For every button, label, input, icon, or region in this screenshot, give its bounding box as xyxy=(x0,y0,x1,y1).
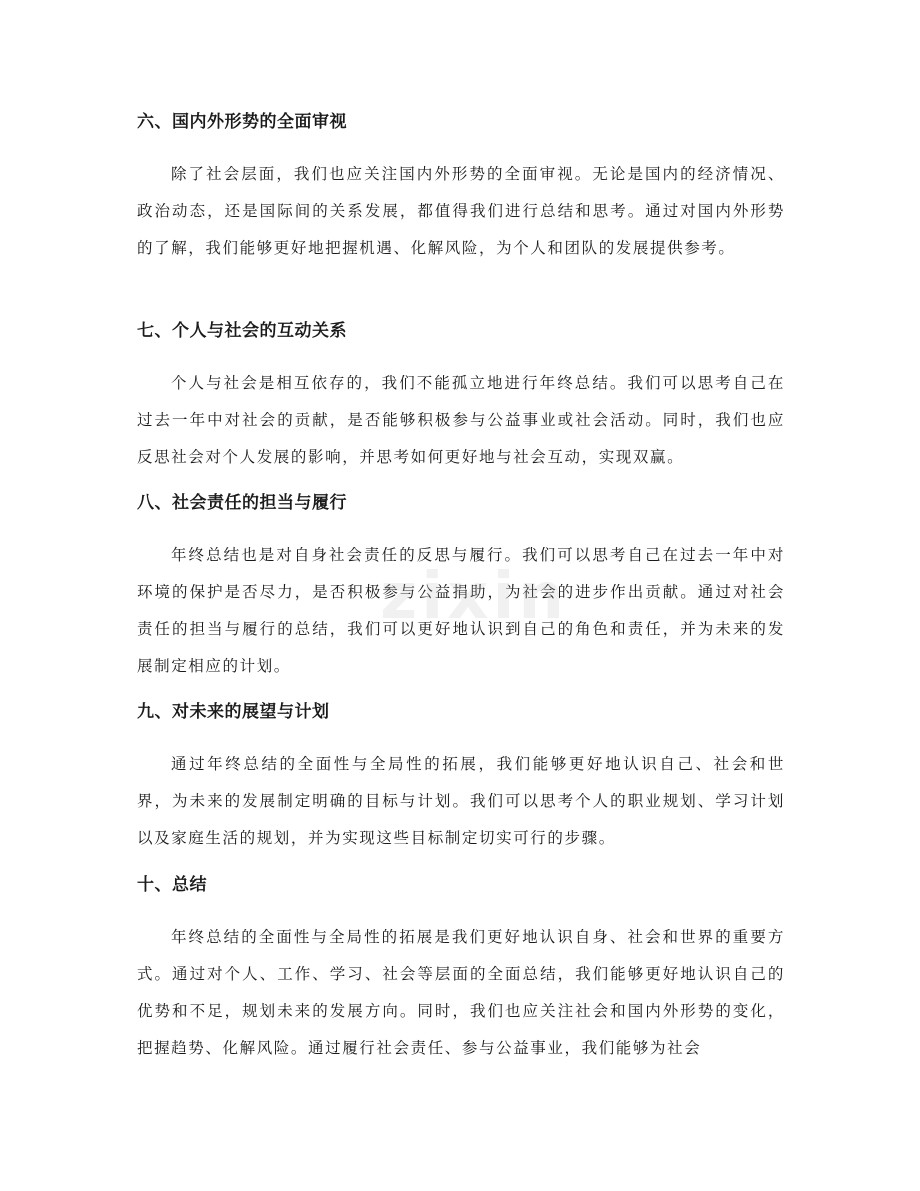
section-paragraph: 年终总结也是对自身社会责任的反思与履行。我们可以思考自己在过去一年中对环境的保护是否尽力，是否积极参与公益捐助，为社会的进步作出贡献。通过对社会责任的担当与履行的总结，我们可以更好地认识到自己的角色和责任，并为未来的发展制定相应的计划。 xyxy=(137,546,785,675)
section-9 xyxy=(137,700,785,857)
section-paragraph: 个人与社会是相互依存的，我们不能孤立地进行年终总结。我们可以思考自己在过去一年中对社会的贡献，是否能够积极参与公益事业或社会活动。同时，我们也应反思社会对个人发展的影响，并思考如何更好地与社会互动，实现双赢。 xyxy=(137,374,785,466)
section-heading: 八、社会责任的担当与履行 xyxy=(137,493,347,513)
section-paragraph: 年终总结的全面性与全局性的拓展是我们更好地认识自身、社会和世界的重要方式。通过对个人、工作、学习、社会等层面的全面总结，我们能够更好地认识自己的优势和不足，规划未来的发展方向。同时，我们也应关注社会和国内外形势的变化，把握趋势、化解风险。通过履行社会责任、参与公益事业，我们能够为社会 xyxy=(137,928,785,1057)
section-6 xyxy=(137,110,785,267)
section-paragraph: 通过年终总结的全面性与全局性的拓展，我们能够更好地认识自己、社会和世界，为未来的发展制定明确的目标与计划。我们可以思考个人的职业规划、学习计划以及家庭生活的规划，并为实现这些目标制定切实可行的步骤。 xyxy=(137,755,785,847)
section-heading: 九、对未来的展望与计划 xyxy=(137,702,330,722)
section-7 xyxy=(137,319,785,476)
watermark: zixin xyxy=(380,560,568,634)
section-paragraph: 除了社会层面，我们也应关注国内外形势的全面审视。无论是国内的经济情况、政治动态，还是国际间的关系发展，都值得我们进行总结和思考。通过对国内外形势的了解，我们能够更好地把握机遇、化解风险，为个人和团队的发展提供参考。 xyxy=(137,165,785,257)
section-8 xyxy=(137,491,785,685)
section-heading: 十、总结 xyxy=(137,875,207,895)
section-10 xyxy=(137,873,785,1067)
section-heading: 七、个人与社会的互动关系 xyxy=(137,321,347,341)
section-heading: 六、国内外形势的全面审视 xyxy=(137,112,347,132)
